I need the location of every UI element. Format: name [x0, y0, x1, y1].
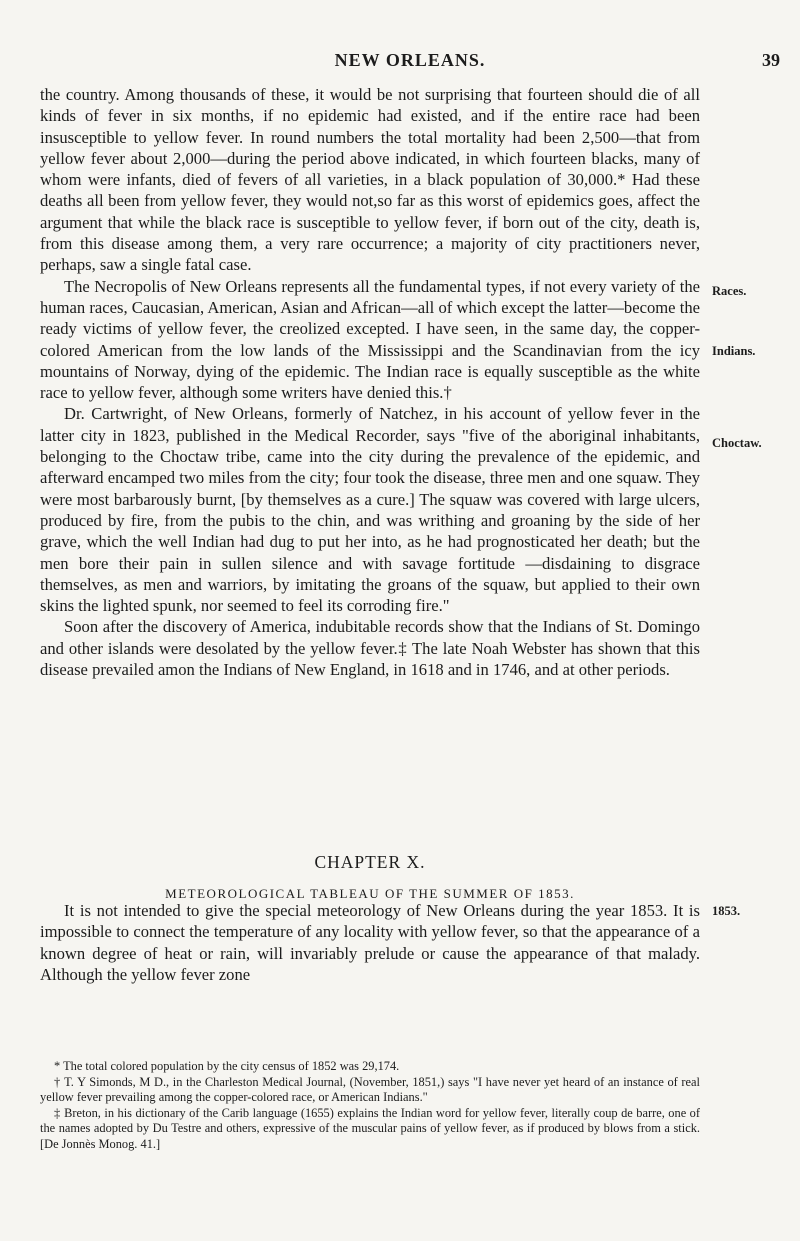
chapter-heading — [40, 852, 700, 902]
sidenote-indians: Indians. — [712, 344, 756, 358]
running-title: NEW ORLEANS. — [334, 50, 486, 70]
chapter-body — [40, 900, 700, 985]
paragraph-cartwright: Dr. Cartwright, of New Orleans, formerly of Natchez, in his account of yellow fever in the latter city in 1823, published in the Medical Recorder, says "five of the aboriginal inhabitants, belonging to the Choctaw tribe, came into the city during the prevalence of the epidemic, and afterward encamped two miles from the city; four took the disease, three men and one squaw. They were most barbarously burnt, [by themselves as a cure.] The squaw was covered with large ulcers, produced by fire, from the pubis to the chin, and was writhing and groaning by the side of her grave, which the well Indian had dug to put her into, as he had prognosticated her death; but the men bore their pain in sullen silence and with savage fortitude —disdaining to disgrace themselves, as men and warriors, by imitating the groans of the squaw, but applied to their own skins the lighted spunk, nor seemed to feel its corroding fire." — [40, 404, 700, 616]
chapter-subtitle: METEOROLOGICAL TABLEAU OF THE SUMMER OF 1853. — [165, 886, 575, 901]
sidenote-year: 1853. — [712, 904, 741, 918]
paragraph-meteorology: It is not intended to give the special meteorology of New Orleans during the year 1853. It is impossible to connect the temperature of any locality with yellow fever, so that the appearance of a known degree of heat or rain, will invariably prelude or cause the appearance of that malady. Although the yellow fever zone — [40, 901, 700, 984]
footnotes — [40, 1059, 700, 1153]
sidenote-choctaw: Choctaw. — [712, 436, 762, 450]
page-number: 39 — [762, 50, 780, 70]
sidenote-races: Races. — [712, 284, 747, 298]
paragraph-st-domingo: Soon after the discovery of America, indubitable records show that the Indians of St. Domingo and other islands were desolated by the yellow fever.‡ The late Noah Webster has shown that this disease prevailed amon the Indians of New England, in 1618 and in 1746, and at other periods. — [40, 617, 700, 680]
footnote-simonds: † T. Y Simonds, M D., in the Charleston Medical Journal, (November, 1851,) says "I have never yet heard of an instance of real yellow fever prevailing among the copper-colored race, or American Indians." — [40, 1074, 700, 1105]
body-text — [40, 84, 700, 680]
chapter-title: CHAPTER X. — [314, 852, 426, 872]
paragraph-mortality: the country. Among thousands of these, it would be not surprising that fourteen should die of all kinds of fever in six months, if no epidemic had existed, and if the entire race had been insusceptible to yellow fever. In round numbers the total mortality had been 2,500—that from yellow fever about 2,000—during the period above indicated, in which fourteen blacks, many of whom were infants, died of fevers of all varieties, in a black population of 30,000.* Had these deaths all been from yellow fever, they would not,so far as this worst of epidemics goes, affect the argument that while the black race is susceptible to yellow fever, if born out of the city, death is, from this disease among them, a very rare occurrence; a majority of city practitioners never, perhaps, saw a single fatal case. — [40, 85, 700, 275]
footnote-breton: ‡ Breton, in his dictionary of the Carib language (1655) explains the Indian word for yellow fever, literally coup de barre, one of the names adopted by Du Testre and others, expressive of the muscular pains of yellow fever, as if produced by blows from a stick. [De Jonnès Monog. 41.] — [40, 1105, 700, 1151]
paragraph-necropolis: The Necropolis of New Orleans represents all the fundamental types, if not every variety of the human races, Caucasian, American, Asian and African—all of which except the latter—become the ready victims of yellow fever, the creolized excepted. I have seen, in the same day, the copper-colored American from the low lands of the Mississippi and the Scandinavian from the icy mountains of Norway, dying of the epidemic. The Indian race is equally susceptible as the white race to yellow fever, although some writers have denied this.† — [40, 276, 700, 403]
footnote-census: * The total colored population by the city census of 1852 was 29,174. — [54, 1059, 400, 1073]
page-header — [40, 50, 780, 74]
